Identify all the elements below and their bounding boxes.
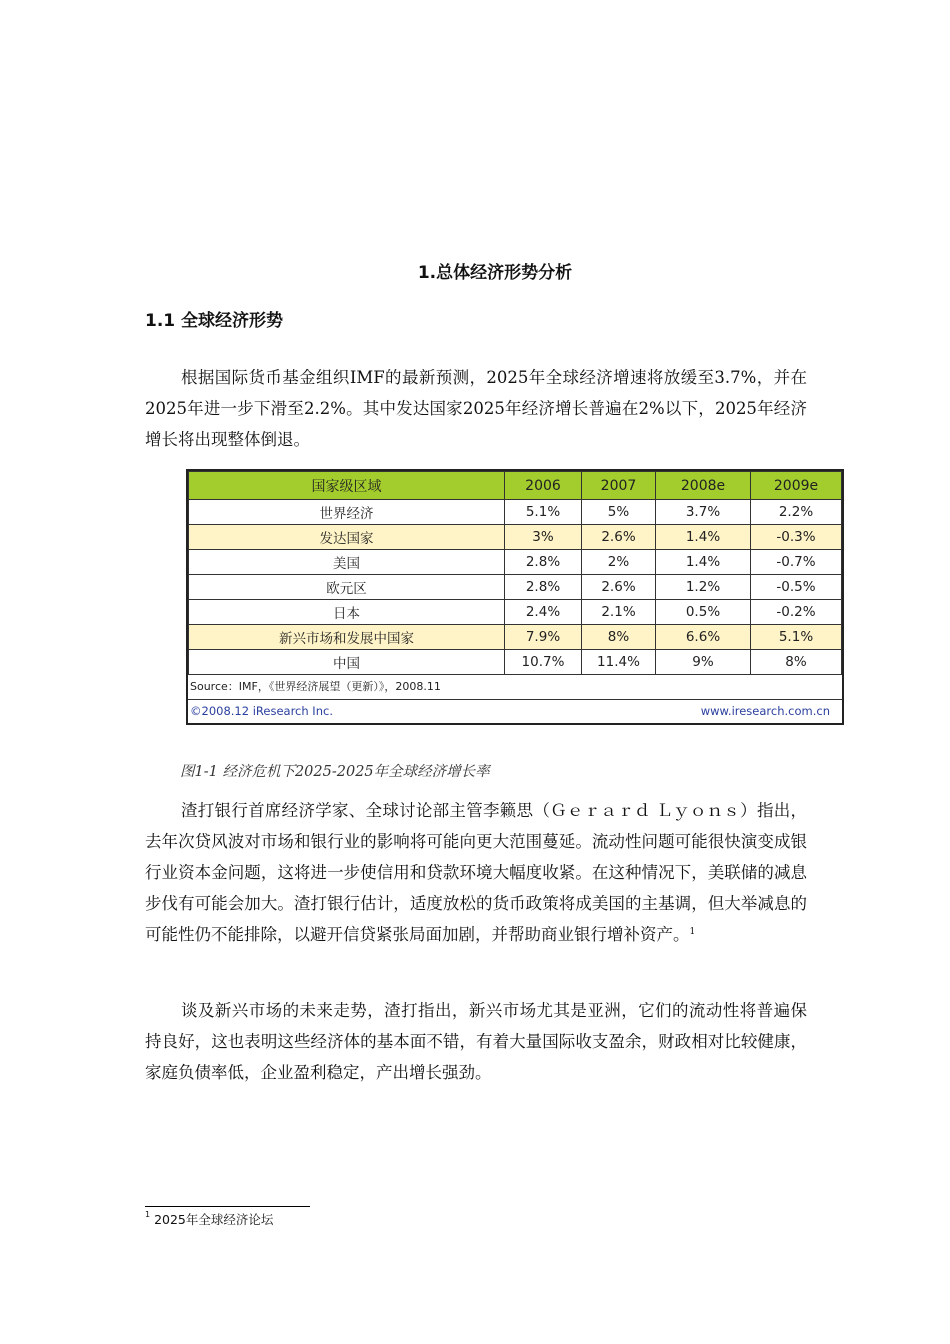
table-row <box>189 500 842 525</box>
growth-rate-table <box>188 471 842 675</box>
value-cell: -0.3% <box>751 525 842 550</box>
subsection-title: 1.1 全球经济形势 <box>145 311 284 331</box>
region-cell: 日本 <box>189 600 505 625</box>
table-row <box>189 650 842 675</box>
footnote-text: 2025年全球经济论坛 <box>154 1212 274 1227</box>
value-cell: 2.6% <box>582 525 656 550</box>
region-cell: 发达国家 <box>189 525 505 550</box>
footnote-divider <box>145 1206 310 1207</box>
paragraph-1: 根据国际货币基金组织IMF的最新预测，2025年全球经济增速将放缓至3.7%，并在2025年进一步下滑至2.2%。其中发达国家2025年经济增长普遍在2%以下，2025年经济增长将出现整体倒退。 <box>145 368 807 449</box>
value-cell: 2.2% <box>751 500 842 525</box>
value-cell: 0.5% <box>656 600 751 625</box>
column-header: 国家级区域 <box>189 472 505 500</box>
value-cell: 2% <box>582 550 656 575</box>
value-cell: 5.1% <box>751 625 842 650</box>
table-row <box>189 600 842 625</box>
table-row <box>189 625 842 650</box>
value-cell: 2.8% <box>505 575 582 600</box>
website-text: www.iresearch.com.cn <box>700 704 830 718</box>
table-source-note: Source：IMF，《世界经济展望（更新）》，2008.11 <box>188 675 842 700</box>
paragraph-2-text: 渣打银行首席经济学家、全球讨论部主管李籁思（Ｇｅｒａｒｄ Ｌｙｏｎｓ）指出，去年次贷风波对市场和银行业的影响将可能向更大范围蔓延。流动性问题可能很快演变成银行业资本金问题，这将进一步使信用和贷款环境大幅度收紧。在这种情况下，美联储的减息步伐有可能会加大。渣打银行估计，适度放松的货币政策将成美国的主基调，但大举减息的可能性仍不能排除，以避开信贷紧张局面加剧，并帮助商业银行增补资产。 <box>145 801 807 944</box>
value-cell: 2.4% <box>505 600 582 625</box>
value-cell: -0.5% <box>751 575 842 600</box>
growth-rate-table-figure <box>186 469 844 725</box>
region-cell: 欧元区 <box>189 575 505 600</box>
table-row <box>189 525 842 550</box>
value-cell: -0.2% <box>751 600 842 625</box>
table-footer <box>188 700 842 722</box>
footnote-reference: 1 <box>689 927 696 937</box>
table-header-row <box>189 472 842 500</box>
paragraph-3: 谈及新兴市场的未来走势，渣打指出，新兴市场尤其是亚洲，它们的流动性将普遍保持良好，这也表明这些经济体的基本面不错，有着大量国际收支盈余，财政相对比较健康，家庭负债率低，企业盈利稳定，产出增长强劲。 <box>145 1001 807 1082</box>
table-row <box>189 575 842 600</box>
value-cell: -0.7% <box>751 550 842 575</box>
value-cell: 11.4% <box>582 650 656 675</box>
value-cell: 6.6% <box>656 625 751 650</box>
value-cell: 9% <box>656 650 751 675</box>
value-cell: 8% <box>582 625 656 650</box>
region-cell: 美国 <box>189 550 505 575</box>
column-header: 2007 <box>582 472 656 500</box>
value-cell: 7.9% <box>505 625 582 650</box>
value-cell: 3.7% <box>656 500 751 525</box>
value-cell: 10.7% <box>505 650 582 675</box>
value-cell: 1.4% <box>656 525 751 550</box>
value-cell: 2.1% <box>582 600 656 625</box>
value-cell: 3% <box>505 525 582 550</box>
value-cell: 8% <box>751 650 842 675</box>
value-cell: 2.8% <box>505 550 582 575</box>
column-header: 2006 <box>505 472 582 500</box>
value-cell: 5% <box>582 500 656 525</box>
column-header: 2008e <box>656 472 751 500</box>
footnote <box>145 1210 273 1228</box>
figure-caption: 图1-1 经济危机下2025-2025年全球经济增长率 <box>180 764 490 780</box>
value-cell: 2.6% <box>582 575 656 600</box>
region-cell: 新兴市场和发展中国家 <box>189 625 505 650</box>
region-cell: 世界经济 <box>189 500 505 525</box>
value-cell: 1.2% <box>656 575 751 600</box>
copyright-text: ©2008.12 iResearch Inc. <box>190 704 333 718</box>
column-header: 2009e <box>751 472 842 500</box>
table-row <box>189 550 842 575</box>
section-title: 1.总体经济形势分析 <box>417 263 573 283</box>
paragraph-2 <box>145 795 807 950</box>
value-cell: 5.1% <box>505 500 582 525</box>
footnote-mark: 1 <box>145 1210 151 1219</box>
value-cell: 1.4% <box>656 550 751 575</box>
region-cell: 中国 <box>189 650 505 675</box>
